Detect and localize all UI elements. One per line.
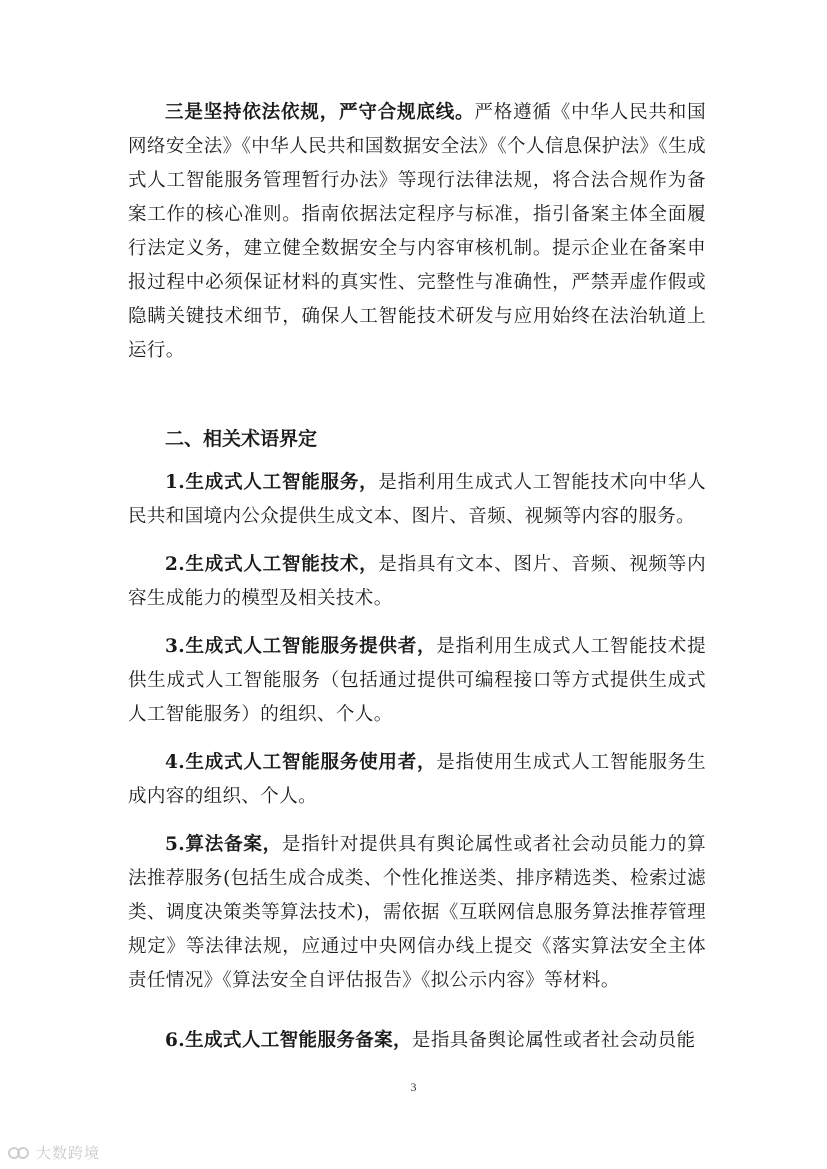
term-1 — [128, 466, 706, 534]
term-3 — [128, 630, 706, 732]
term-title: 2.生成式人工智能技术， — [165, 554, 379, 575]
term-4 — [128, 746, 706, 814]
term-title: 6.生成式人工智能服务备案， — [165, 1030, 412, 1051]
term-title: 1.生成式人工智能服务， — [165, 472, 379, 493]
term-title: 5.算法备案， — [165, 834, 282, 855]
term-definition: 是指具备舆论属性或者社会动员能 — [411, 1030, 696, 1051]
term-definition: 是指具有文本、图片、音频、视频等内容生成能力的模型及相关技术。 — [128, 554, 706, 609]
term-definition: 是指使用生成式人工智能服务生成内容的组织、个人。 — [128, 752, 706, 807]
watermark-text: 大数跨境 — [36, 1144, 101, 1162]
term-definition: 是指利用生成式人工智能技术向中华人民共和国境内公众提供生成文本、图片、音频、视频等内容的服务。 — [128, 472, 706, 527]
watermark-logo-icon — [8, 1145, 34, 1161]
watermark — [8, 1142, 100, 1163]
paragraph-lead: 三是坚持依法依规，严守合规底线。 — [165, 102, 475, 123]
term-definition: 是指利用生成式人工智能技术提供生成式人工智能服务（包括通过提供可编程接口等方式提供生成式人工智能服务）的组织、个人。 — [128, 636, 706, 725]
paragraph-compliance — [128, 96, 706, 368]
section-heading: 二、相关术语界定 — [165, 428, 318, 450]
term-title: 3.生成式人工智能服务提供者， — [165, 636, 437, 657]
term-6 — [128, 1024, 706, 1058]
term-5 — [128, 828, 706, 998]
page-number: 3 — [410, 1080, 417, 1094]
term-definition: 是指针对提供具有舆论属性或者社会动员能力的算法推荐服务(包括生成合成类、个性化推送类、排序精选类、检索过滤类、调度决策类等算法技术)，需依据《互联网信息服务算法推荐管理规定》等法律法规，应通过中央网信办线上提交《落实算法安全主体责任情况》《算法安全自评估报告》《拟公示内容》等材料。 — [128, 834, 706, 991]
term-2 — [128, 548, 706, 616]
paragraph-text: 严格遵循《中华人民共和国网络安全法》《中华人民共和国数据安全法》《个人信息保护法》《生成式人工智能服务管理暂行办法》等现行法律法规，将合法合规作为备案工作的核心准则。指南依据法定程序与标准，指引备案主体全面履行法定义务，建立健全数据安全与内容审核机制。提示企业在备案申报过程中必须保证材料的真实性、完整性与准确性，严禁弄虚作假或隐瞒关键技术细节，确保人工智能技术研发与应用始终在法治轨道上运行。 — [128, 102, 706, 361]
term-title: 4.生成式人工智能服务使用者， — [165, 752, 437, 773]
